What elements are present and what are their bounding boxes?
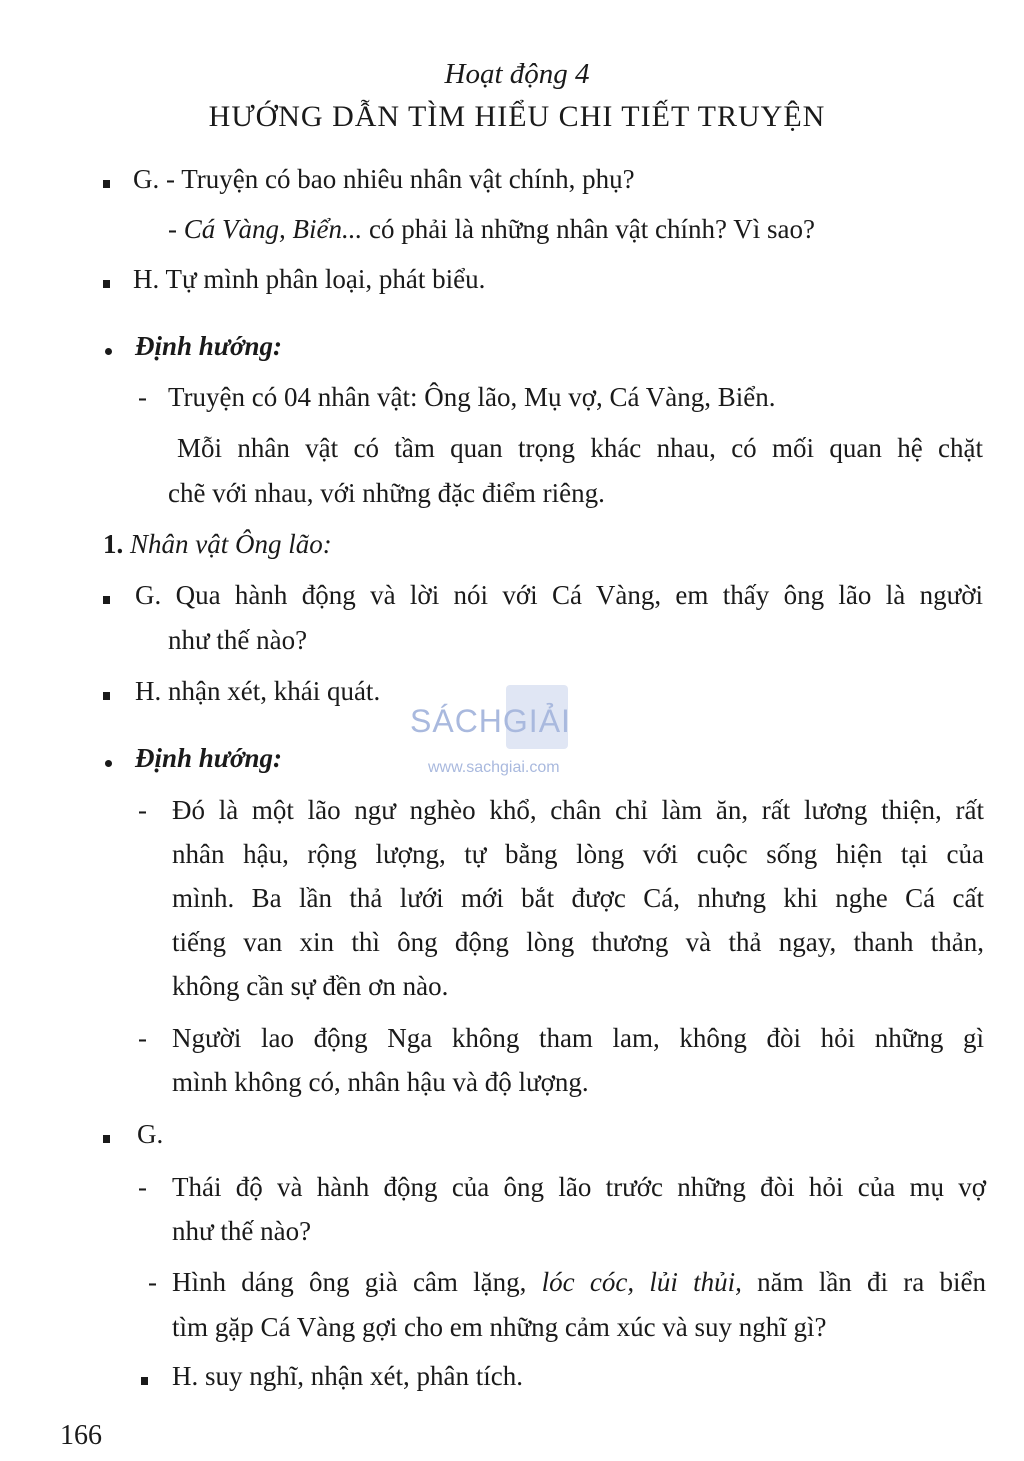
question-line: Thái độ và hành động của ông lão trước những đòi hỏi của mụ vợ xyxy=(172,1172,986,1202)
square-bullet-icon xyxy=(103,280,110,288)
question-line: Hình dáng ông già câm lặng, lóc cóc, lủi thủi, năm lần đi ra biển xyxy=(172,1267,986,1297)
square-bullet-icon xyxy=(103,692,110,700)
question-marker: G. xyxy=(137,1119,164,1149)
answer-line: H. Tự mình phân loại, phát biểu. xyxy=(133,264,486,294)
question-line: tìm gặp Cá Vàng gợi cho em những cảm xúc và suy nghĩ gì? xyxy=(172,1312,827,1342)
text-line: Mỗi nhân vật có tầm quan trọng khác nhau, có mối quan hệ chặt xyxy=(177,433,983,463)
watermark-url: www.sachgiai.com xyxy=(428,759,560,776)
page-number: 166 xyxy=(60,1420,102,1451)
square-bullet-icon xyxy=(103,596,110,604)
watermark-brand: SÁCHGIẢI xyxy=(410,703,571,739)
answer-line: H. nhận xét, khái quát. xyxy=(135,676,381,706)
dash-marker: - xyxy=(148,1267,157,1297)
watermark-logo xyxy=(410,683,620,776)
text-line: nhân hậu, rộng lượng, tự bằng lòng với cuộc sống hiện tại của xyxy=(172,839,984,869)
question-line: như thế nào? xyxy=(168,625,308,655)
dash-marker: - xyxy=(138,1023,147,1053)
text-line: Người lao động Nga không tham lam, không đòi hỏi những gì xyxy=(172,1023,984,1053)
dash-marker: - xyxy=(138,1172,147,1202)
section-title: HƯỚNG DẪN TÌM HIỂU CHI TIẾT TRUYỆN xyxy=(208,100,826,133)
answer-line: H. suy nghĩ, nhận xét, phân tích. xyxy=(172,1361,523,1391)
square-bullet-icon xyxy=(103,180,110,188)
text-line: Đó là một lão ngư nghèo khổ, chân chỉ làm ăn, rất lương thiện, rất xyxy=(172,795,984,825)
round-bullet-icon xyxy=(105,760,112,767)
orientation-label: Định hướng: xyxy=(135,743,282,773)
dash-marker: - xyxy=(138,382,147,412)
text-line: mình không có, nhân hậu và độ lượng. xyxy=(172,1067,589,1097)
text-line: chẽ với nhau, với những đặc điểm riêng. xyxy=(168,478,605,508)
square-bullet-icon xyxy=(103,1135,110,1143)
text-line: tiếng van xin thì ông động lòng thương và thả ngay, thanh thản, xyxy=(172,927,984,957)
subsection-heading: 1. Nhân vật Ông lão: xyxy=(103,529,332,559)
round-bullet-icon xyxy=(105,348,112,355)
question-line: - Cá Vàng, Biển... có phải là những nhân vật chính? Vì sao? xyxy=(168,214,815,244)
activity-heading: Hoạt động 4 xyxy=(444,58,590,90)
text-line: Truyện có 04 nhân vật: Ông lão, Mụ vợ, Cá Vàng, Biển. xyxy=(168,382,776,412)
square-bullet-icon xyxy=(141,1377,148,1385)
question-line: như thế nào? xyxy=(172,1216,312,1246)
orientation-label: Định hướng: xyxy=(135,331,282,361)
question-line: G. Qua hành động và lời nói với Cá Vàng, em thấy ông lão là người xyxy=(135,580,983,610)
question-line: G. - Truyện có bao nhiêu nhân vật chính, phụ? xyxy=(133,164,635,194)
dash-marker: - xyxy=(138,795,147,825)
text-line: mình. Ba lần thả lưới mới bắt được Cá, nhưng khi nghe Cá cất xyxy=(172,883,984,913)
text-line: không cần sự đền ơn nào. xyxy=(172,971,449,1001)
